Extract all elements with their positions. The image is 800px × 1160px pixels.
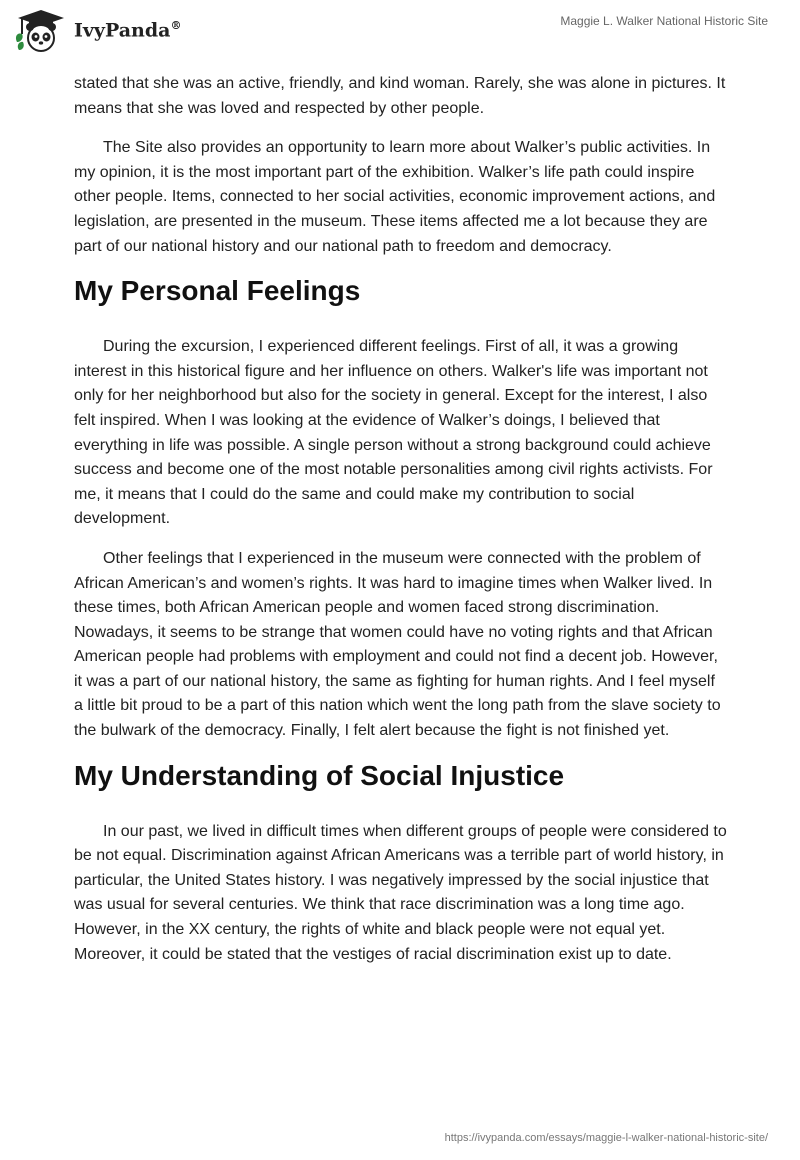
page-header xyxy=(0,0,800,62)
paragraph: During the excursion, I experienced different feelings. First of all, it was a growing interest in this historical figure and her influence on others. Walker's life was important not only for her neighborhood but also for the society in general. Except for the interest, I also felt inspired. When I was looking at the evidence of Walker’s doings, I believed that everything in life was possible. A single person without a strong background could achieve success and become one of the most notable personalities among civil rights activists. For me, it means that I could do the same and could make my contribution to social development. xyxy=(74,338,713,528)
source-url[interactable]: https://ivypanda.com/essays/maggie-l-walker-national-historic-site/ xyxy=(444,1132,768,1144)
paragraph: Other feelings that I experienced in the museum were connected with the problem of African American’s and women’s rights. It was hard to imagine times when Walker lived. In these times, both African American people and women faced strong discrimination. Nowadays, it seems to be strange that women could have no voting rights and that African American people had problems with employment and could not find a decent job. However, it was a part of our national history, the same as fighting for human rights. And I feel myself a little bit proud to be a part of this nation which went the long path from the slave society to the bulwark of the democracy. Finally, I felt alert because the fight is not finished yet. xyxy=(74,549,721,740)
section-heading: My Personal Feelings xyxy=(74,275,361,307)
section-heading: My Understanding of Social Injustice xyxy=(74,759,565,791)
article-body xyxy=(74,72,728,982)
registered-mark: ® xyxy=(170,18,182,32)
paragraph: In our past, we lived in difficult times when different groups of people were considered to be not equal. Discrimination against African Americans was a terrible part of world history, in particular, the United States history. I was negatively impressed by the social injustice that was usual for several centuries. We think that race discrimination was a long time ago. However, in the XX century, the rights of white and black people were not equal yet. Moreover, it could be stated that the vestiges of racial discrimination exist up to date. xyxy=(74,822,727,963)
paragraph: stated that she was an active, friendly, and kind woman. Rarely, she was alone in pictures. It means that she was loved and respected by other people. xyxy=(74,75,726,117)
document-title: Maggie L. Walker National Historic Site xyxy=(560,14,768,28)
ivypanda-logo[interactable] xyxy=(14,8,181,52)
logo-name: IvyPanda xyxy=(74,19,171,42)
paragraph: The Site also provides an opportunity to learn more about Walker’s public activities. In my opinion, it is the most important part of the exhibition. Walker’s life path could inspire other people. Items, connected to her social activities, economic improvement actions, and legislation, are presented in the museum. These items affected me a lot because they are part of our national history and our national path to freedom and democracy. xyxy=(74,139,716,255)
logo-wordmark xyxy=(74,19,181,41)
panda-graduate-icon xyxy=(14,8,68,52)
